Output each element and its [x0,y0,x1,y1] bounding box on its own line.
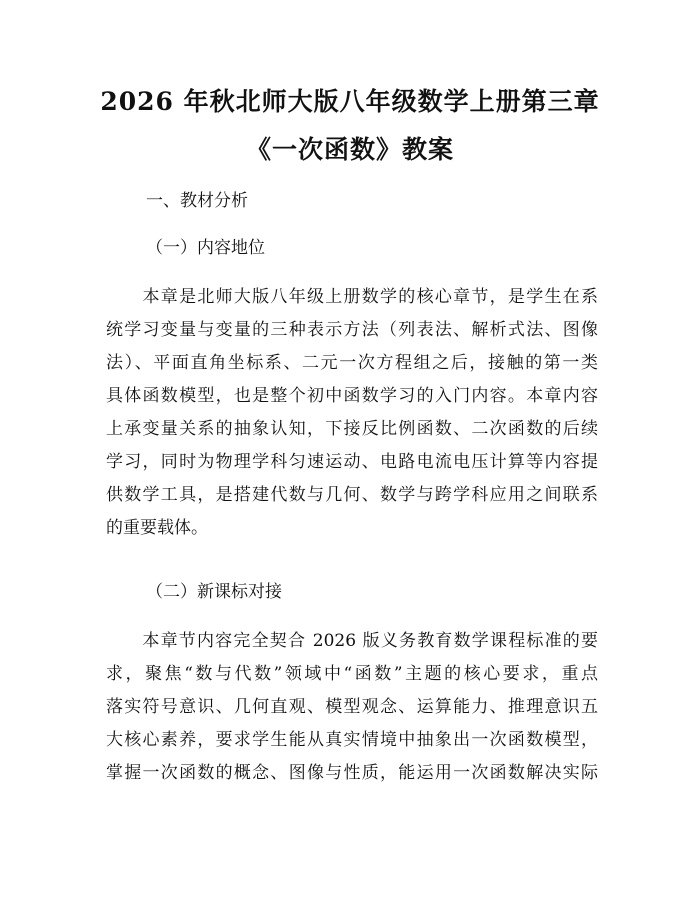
paragraph-line: 具体函数模型，也是整个初中函数学习的入门内容。本章内容 [106,386,598,406]
paragraph-curriculum-alignment [106,625,598,790]
subsection-heading-content-position: （一）内容地位 [146,238,265,258]
paragraph-line: 本章节内容完全契合 2026 版义务教育数学课程标准的要 [106,631,598,651]
paragraph-line: 供数学工具，是搭建代数与几何、数学与跨学科应用之间联系 [106,485,598,505]
document-title-line-2: 《一次函数》教案 [245,135,454,164]
document-title-line-1: 2026 年秋北师大版八年级数学上册第三章 [100,87,600,116]
section-heading-textbook-analysis: 一、教材分析 [146,191,248,211]
paragraph-line: 上承变量关系的抽象认知，下接反比例函数、二次函数的后续 [106,419,598,439]
paragraph-line: 掌握一次函数的概念、图像与性质，能运用一次函数解决实际 [106,763,598,783]
paragraph-line: 大核心素养，要求学生能从真实情境中抽象出一次函数模型， [106,730,598,750]
paragraph-line: 的重要载体。 [106,518,208,538]
paragraph-content-position [106,281,598,545]
paragraph-line: 求，聚焦“数与代数”领域中“函数”主题的核心要求，重点 [106,664,598,684]
paragraph-line: 法）、平面直角坐标系、二元一次方程组之后，接触的第一类 [106,353,598,373]
paragraph-line: 学习，同时为物理学科匀速运动、电路电流电压计算等内容提 [106,452,598,472]
paragraph-line: 统学习变量与变量的三种表示方法（列表法、解析式法、图像 [106,320,598,340]
paragraph-line: 本章是北师大版八年级上册数学的核心章节，是学生在系 [106,287,598,307]
paragraph-line: 落实符号意识、几何直观、模型观念、运算能力、推理意识五 [106,697,598,717]
subsection-heading-curriculum-alignment: （二）新课标对接 [146,582,282,602]
